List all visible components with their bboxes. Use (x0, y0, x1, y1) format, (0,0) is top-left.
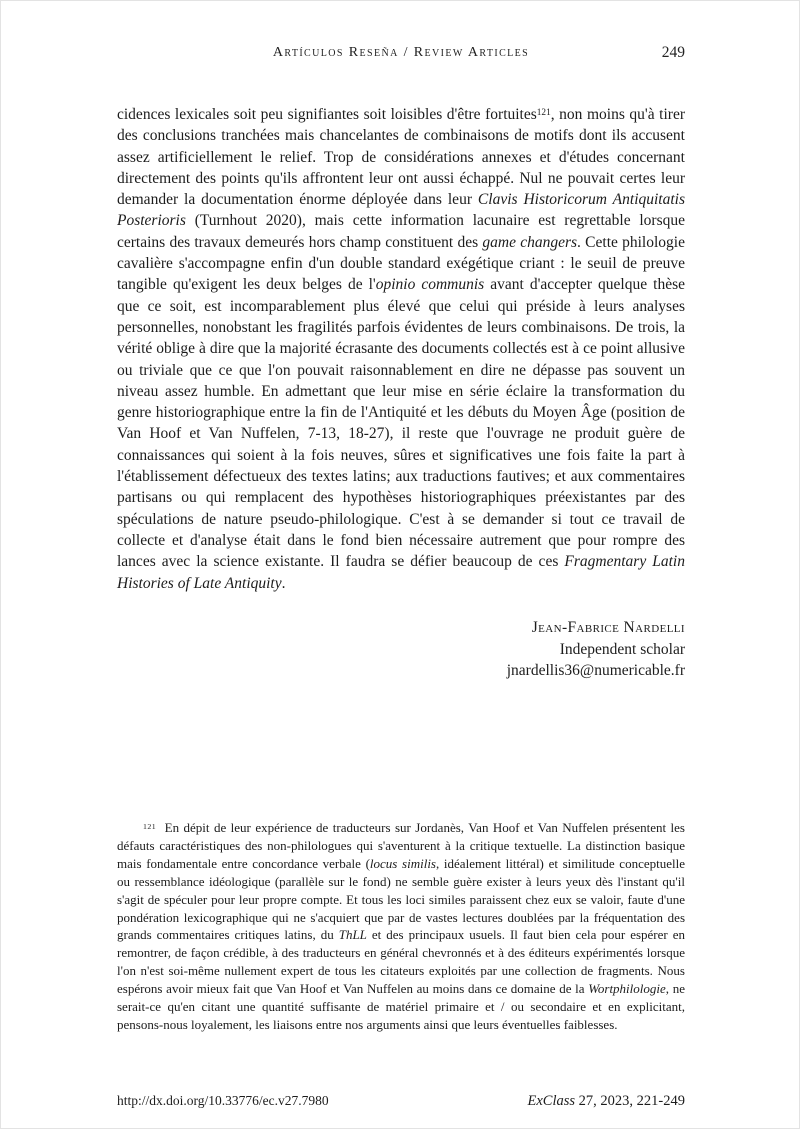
footnote-121: $^{121}$ En dépit de leur expérience de traducteurs sur Jordanès, Van Hoof et Van Nuffelen présentent les défauts caractéristiques des non-philologues qui s'aventurent à la critique textuelle. La distinction basique mais fondamentale entre concordance verbale (locus similis, idéalement littéral) et similitude conceptuelle ou ressemblance idéologique (parallèle sur le fond) ne semble guère exister à leurs yeux dès l'instant qu'il s'agit de spéculer pour leur propre compte. Et tous les loci similes paraissent chez eux se valoir, faute d'une pondération lexicographique qui ne s'acquiert que par de vastes lectures doublées par la fréquentation des grands commentaires critiques latins, du ThLL et des principaux usuels. Il faut bien cela pour espérer en remontrer, de façon crédible, à des traducteurs en général chevronnés et à des éditeurs expérimentés lorsque l'on n'est soi-même nullement expert de tous les citateurs exploités par une collection de fragments. Nous espérons avoir mieux fait que Van Hoof et Van Nuffelen au moins dans ce domaine de la Wortphilologie, ne serait-ce qu'en citant une quantité suffisante de matériel primaire et / ou secondaire et en explicitant, pensons-nous loyalement, les liaisons entre nos arguments ainsi que leurs éventuelles faiblesses. (117, 820, 685, 1032)
page-number: 249 (661, 44, 685, 61)
running-title: Artículos Reseña / Review Articles (272, 45, 530, 60)
author-affiliation: Independent scholar (559, 640, 685, 658)
journal-name: ExClass (527, 1093, 576, 1109)
journal-reference (528, 1093, 686, 1110)
journal-issue-info: 27, 2023, 221-249 (575, 1093, 685, 1109)
article-body (117, 104, 685, 682)
page-footer (117, 1093, 685, 1110)
page-header (117, 45, 685, 67)
author-name: Jean-Fabrice Nardelli (531, 618, 685, 636)
author-email[interactable]: jnardellis36@numericable.fr (506, 662, 685, 680)
author-signature (117, 617, 685, 682)
doi-link[interactable]: http://dx.doi.org/10.33776/ec.v27.7980 (117, 1093, 329, 1108)
main-paragraph: cidences lexicales soit peu signifiantes soit loisibles d'être fortuites$^{121}$, non moins qu'à tirer des conclusions tranchées mais chancelantes de combinaisons de motifs dont ils accusent assez artificiellement le relief. Trop de considérations annexes et d'études concernant directement des points qu'ils affrontent leur ont aussi échappé. Nul ne pouvait certes leur demander la documentation énorme déployée dans leur Clavis Historicorum Antiquitatis Posterioris (Turnhout 2020), mais cette information lacunaire est regrettable lorsque certains des travaux demeurés hors champ constituent des game changers. Cette philologie cavalière s'accompagne enfin d'un double standard exégétique criant : le seuil de preuve tangible qu'exigent les deux belges de l'opinio communis avant d'accepter quelque thèse que ce soit, est incomparablement plus élevé que celui qui préside à leurs analyses personnelles, nonobstant les fragilités parfois évidentes de leurs combinaisons. De trois, la vérité oblige à dire que la majorité écrasante des documents collectés est à ce point allusive ou triviale que ce que l'on pouvait raisonnablement en dire ne dépasse pas souvent un niveau assez humble. En admettant que leur mise en série éclaire la transformation du genre historiographique entre la fin de l'Antiquité et les débuts du Moyen Âge (position de Van Hoof et Van Nuffelen, 7-13, 18-27), il reste que l'ouvrage ne produit guère de connaissances qui soient à la fois neuves, sûres et significatives une fois faite la part à l'établissement défectueux des textes latins; aux traductions fautives; et aux commentaires partisans ou qui remplacent des hypothèses historiographiques préexistantes par des spéculations de nature pseudo-philologique. C'est à se demander si tout ce travail de collecte et d'analyse était dans le fond bien nécessaire autrement que pour rompre des lances avec la science existante. Il faudra se défier beaucoup de ces Fragmentary Latin Histories of Late Antiquity. (117, 106, 686, 592)
